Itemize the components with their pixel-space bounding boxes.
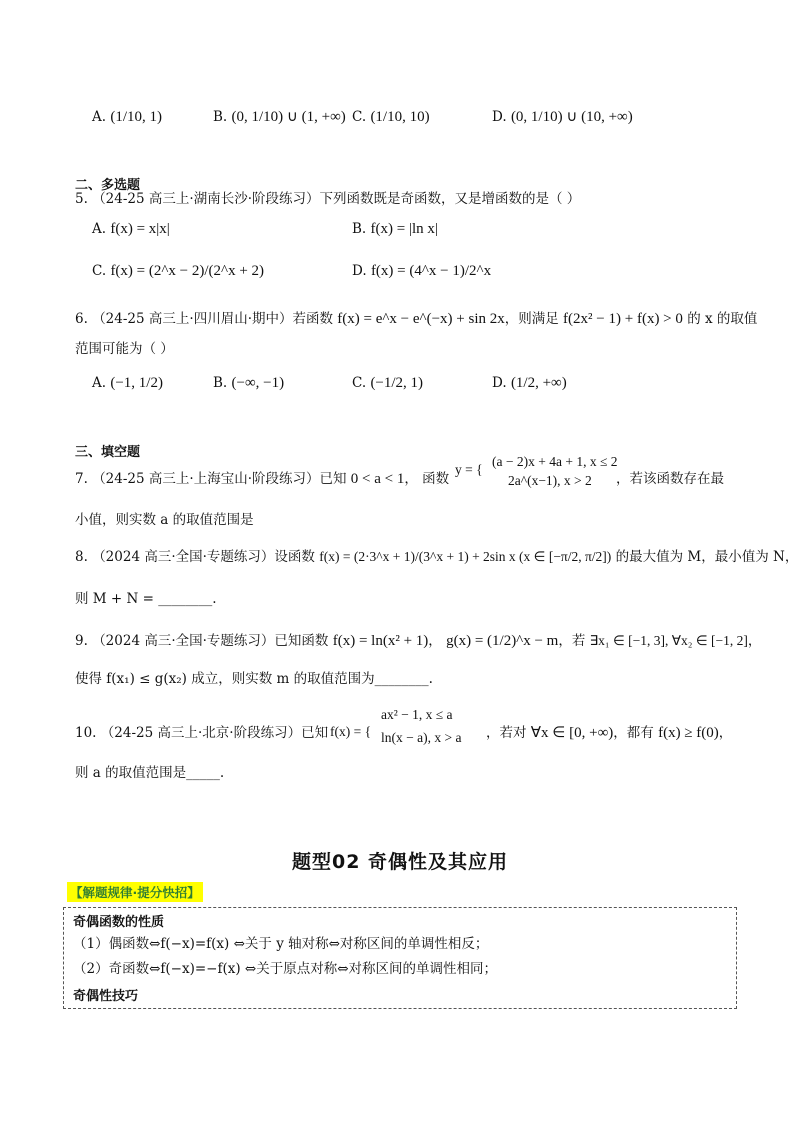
question-number: 5.	[75, 191, 88, 207]
option-letter: D.	[492, 375, 507, 391]
tip-label: 【解题规律·提分快招】	[67, 882, 203, 902]
question-text: ，若	[558, 633, 586, 649]
question-text: 设函数	[274, 549, 315, 565]
option-expr: (−1/2, 1)	[370, 375, 424, 391]
question-source: （2024 高三·全国·专题练习）	[92, 549, 275, 565]
tips-heading: 奇偶函数的性质	[73, 915, 165, 930]
question-10-tail: ，若对 ∀x ∈ [0, +∞)，都有 f(x) ≥ f(0)，	[486, 725, 733, 741]
option-expr: (−1, 1/2)	[110, 375, 163, 391]
math-expr: ∀x ∈ [0, +∞)	[530, 725, 614, 741]
option-letter: C.	[352, 375, 367, 391]
question-7-stem-cont: 小值，则实数 a 的取值范围是	[75, 512, 254, 528]
option-letter: D.	[492, 109, 507, 125]
question-source: （24-25 高三上·湖南长沙·阶段练习）	[92, 191, 320, 207]
option-expr: f(x) = |ln x|	[370, 221, 438, 237]
question-number: 7.	[75, 471, 88, 487]
question-number: 10.	[75, 725, 97, 741]
section-heading: 三、填空题	[75, 445, 141, 460]
section-title: 题型02 奇偶性及其应用	[291, 851, 509, 873]
math-expr: 0 < a < 1	[350, 471, 405, 487]
option-d	[492, 108, 633, 126]
question-source: （2024 高三·全国·专题练习）	[92, 633, 275, 649]
tips-heading: 奇偶性技巧	[73, 989, 139, 1004]
section-heading: 二、多选题	[75, 178, 141, 193]
piecewise-brace: f(x) = {	[330, 724, 372, 739]
question-text: 已知函数	[274, 633, 329, 649]
piecewise-case-1: (a − 2)x + 4a + 1, x ≤ 2	[492, 454, 618, 469]
math-expr: f(2x² − 1) + f(x) > 0	[563, 311, 683, 327]
question-10-stem-cont: 则 a 的取值范围是_____.	[75, 765, 225, 781]
option-letter: C.	[92, 263, 107, 279]
option-expr: f(x) = (4^x − 1)/2^x	[370, 263, 492, 279]
question-text: 已知	[319, 471, 347, 487]
question-text: 若函数	[292, 311, 333, 327]
question-8-stem	[75, 548, 798, 566]
question-text: ，则满足	[504, 311, 559, 327]
question-number: 9.	[75, 633, 88, 649]
tips-line: （2）奇函数⇔f(−x)=−f(x) ⇔关于原点对称⇔对称区间的单调性相同；	[73, 961, 498, 977]
option-expr: (1/10, 10)	[370, 109, 430, 125]
option-a	[92, 108, 162, 126]
math-expr: f(x) ≥ f(0)	[658, 725, 719, 741]
option-letter: B.	[213, 109, 228, 125]
question-source: （24-25 高三上·北京·阶段练习）	[100, 725, 302, 741]
option-a	[92, 374, 163, 392]
question-7-stem	[75, 470, 449, 488]
question-source: （24-25 高三上·四川眉山·期中）	[92, 311, 293, 327]
option-c	[92, 262, 264, 280]
question-text: ，都有	[613, 725, 654, 741]
question-9-stem-cont: 使得 f(x₁) ≤ g(x₂) 成立，则实数 m 的取值范围为________.	[75, 671, 433, 687]
question-text: ，若对	[486, 725, 527, 741]
tips-box	[63, 907, 737, 1009]
tips-line: （1）偶函数⇔f(−x)=f(x) ⇔关于 y 轴对称⇔对称区间的单调性相反；	[73, 936, 489, 952]
piecewise-case-2: 2a^(x−1), x > 2	[508, 473, 592, 488]
question-number: 8.	[75, 549, 88, 565]
math-expr: f(x) = ln(x² + 1)	[332, 633, 429, 649]
question-source: （24-25 高三上·上海宝山·阶段练习）	[92, 471, 320, 487]
option-expr: (0, 1/10) ∪ (10, +∞)	[510, 109, 633, 125]
piecewise-case-1: ax² − 1, x ≤ a	[381, 707, 453, 722]
question-5-stem	[75, 190, 580, 208]
option-expr: (1/2, +∞)	[510, 375, 567, 391]
option-letter: A.	[92, 109, 107, 125]
question-9-stem: 9. （2024 高三·全国·专题练习）已知函数 f(x) = ln(x² + 1)， g(x) = (1/2)^x − m，若 ∃x₁ ∈ [−1, 3], ∀x₂ ∈ [−1, 2]，	[75, 633, 762, 649]
question-10-stem	[75, 724, 328, 742]
option-letter: B.	[352, 221, 367, 237]
option-d	[352, 262, 491, 280]
question-8-stem-cont: 则 M + N = ________.	[75, 591, 217, 607]
option-expr: (0, 1/10) ∪ (1, +∞)	[231, 109, 346, 125]
question-text: 已知	[301, 725, 329, 741]
option-d	[492, 374, 567, 392]
option-b	[352, 220, 438, 238]
question-6-stem-cont: 范围可能为（ ）	[75, 341, 174, 357]
option-c	[352, 108, 430, 126]
option-letter: B.	[213, 375, 228, 391]
math-expr: g(x) = (1/2)^x − m	[446, 633, 559, 649]
question-text: 的 x 的取值	[687, 311, 758, 327]
question-number: 6.	[75, 311, 88, 327]
question-text: 下列函数既是奇函数，又是增函数的是（ ）	[319, 191, 581, 207]
math-expr: f(x) = (2·3^x + 1)/(3^x + 1) + 2sin x (x ∈ [−π/2, π/2])	[319, 549, 612, 564]
option-letter: D.	[352, 263, 367, 279]
option-letter: A.	[92, 375, 107, 391]
piecewise-case-2: ln(x − a), x > a	[381, 730, 462, 745]
option-expr: (1/10, 1)	[110, 109, 163, 125]
piecewise-brace: y = {	[455, 462, 483, 477]
question-text: 的最大值为 M，最小值为 N，	[615, 549, 799, 565]
option-b	[213, 108, 346, 126]
math-expr: f(x) = e^x − e^(−x) + sin 2x	[337, 311, 505, 327]
question-text: ， 函数	[404, 471, 450, 487]
option-b	[213, 374, 284, 392]
math-expr: ∃x₁ ∈ [−1, 3], ∀x₂ ∈ [−1, 2]	[589, 633, 748, 648]
option-c	[352, 374, 423, 392]
option-letter: A.	[92, 221, 107, 237]
question-text: ，若该函数存在最	[616, 471, 724, 487]
option-letter: C.	[352, 109, 367, 125]
option-expr: f(x) = x|x|	[110, 221, 170, 237]
option-expr: f(x) = (2^x − 2)/(2^x + 2)	[110, 263, 265, 279]
option-expr: (−∞, −1)	[231, 375, 285, 391]
option-a	[92, 220, 170, 238]
question-6-stem	[75, 310, 757, 328]
